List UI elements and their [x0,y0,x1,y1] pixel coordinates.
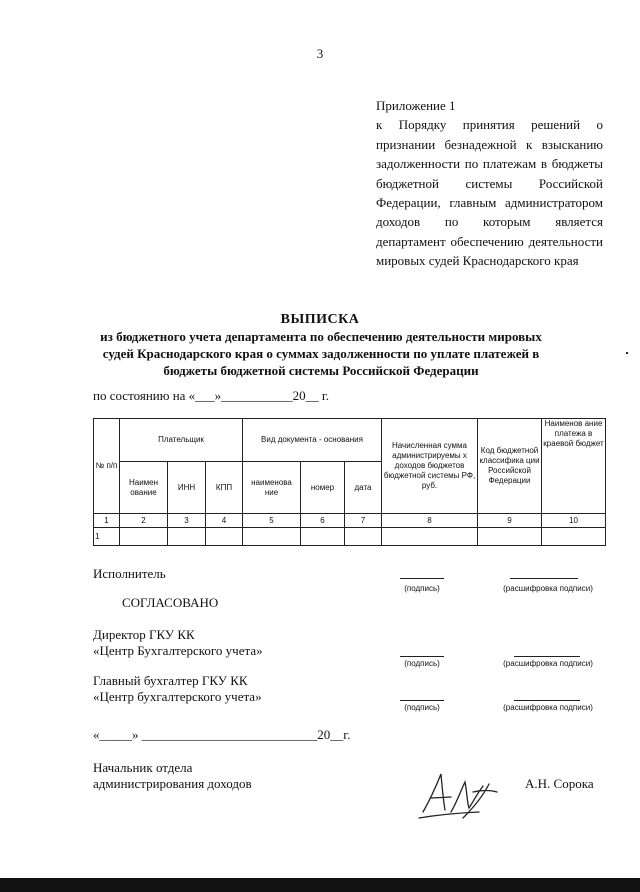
chief-accountant-org: «Центр бухгалтерского учета» [93,689,262,704]
head-name: А.Н. Сорока [525,776,594,791]
executor-sign-line [400,578,444,579]
head-title-line2: администрирования доходов [93,776,252,791]
director-org: «Центр Бухгалтерского учета» [93,643,263,658]
executor-label: Исполнитель [93,566,166,581]
director-decode-line [514,656,580,657]
document-title: ВЫПИСКА [280,312,360,327]
header-inn: ИНН [168,462,206,514]
table-cell [542,528,606,546]
header-amount: Начисленная сумма администрируемы х доходов бюджетов бюджетной системы РФ, руб. [382,419,478,514]
col-number: 5 [243,514,301,528]
appendix-body: к Порядку принятия решений о признании безнадежной к взысканию задолженности по платежам в бюджеты бюджетной системы Российской Федерации, главным администратором доходов по которым является департамент обеспечению деятельности мировых судей Краснодарского края [376,117,603,269]
col-number: 10 [542,514,606,528]
header-kbk: Код бюджетной классифика ции Российской Федерации [478,419,542,514]
col-number: 4 [206,514,243,528]
director-title: Директор ГКУ КК [93,627,195,642]
header-payer: Плательщик [120,419,243,462]
table-cell [382,528,478,546]
executor-sign-caption: (подпись) [404,584,440,593]
col-number: 6 [301,514,345,528]
header-doc-number: номер [301,462,345,514]
chief-sign-caption: (подпись) [404,703,440,712]
document-subtitle: из бюджетного учета департамента по обеспечению деятельности мировых судей Краснодарского края о суммах задолженности по уплате платежей в бюджеты бюджетной системы Российской Федерации [100,329,542,378]
chief-decode-line [514,700,580,701]
col-number: 2 [120,514,168,528]
executor-decode-line [510,578,578,579]
table-cell [301,528,345,546]
table-cell [168,528,206,546]
col-number: 8 [382,514,478,528]
handwritten-signature [417,768,513,826]
statement-table [93,418,606,546]
table-cell [478,528,542,546]
chief-decode-caption: (расшифровка подписи) [503,703,593,712]
executor-decode-caption: (расшифровка подписи) [503,584,593,593]
approved-label: СОГЛАСОВАНО [122,595,219,610]
col-number: 1 [94,514,120,528]
appendix-title: Приложение 1 [376,98,456,113]
header-doc-name: наименова ние [243,462,301,514]
table-cell [120,528,168,546]
head-title-line1: Начальник отдела [93,760,193,775]
header-payer-name: Наимен ование [120,462,168,514]
header-document: Вид документа - основания [243,419,382,462]
header-num: № п/п [94,419,120,514]
col-number: 7 [345,514,382,528]
director-sign-line [400,656,444,657]
margin-dot [626,352,628,354]
header-doc-date: дата [345,462,382,514]
table-row-number: 1 [94,528,120,546]
signing-date: «_____» ___________________________20__г. [93,727,351,742]
director-decode-caption: (расшифровка подписи) [503,659,593,668]
scan-bottom-edge [0,878,640,892]
col-number: 3 [168,514,206,528]
director-sign-caption: (подпись) [404,659,440,668]
table-cell [206,528,243,546]
table-cell [345,528,382,546]
as-of-date: по состоянию на «___»___________20__ г. [93,388,330,403]
chief-accountant-title: Главный бухгалтер ГКУ КК [93,673,248,688]
table-cell [243,528,301,546]
col-number: 9 [478,514,542,528]
header-payment-name: Наименов ание платежа в краевой бюджет [542,419,606,514]
header-kpp: КПП [206,462,243,514]
page-number: 3 [316,46,324,61]
chief-sign-line [400,700,444,701]
appendix-block [376,96,603,271]
